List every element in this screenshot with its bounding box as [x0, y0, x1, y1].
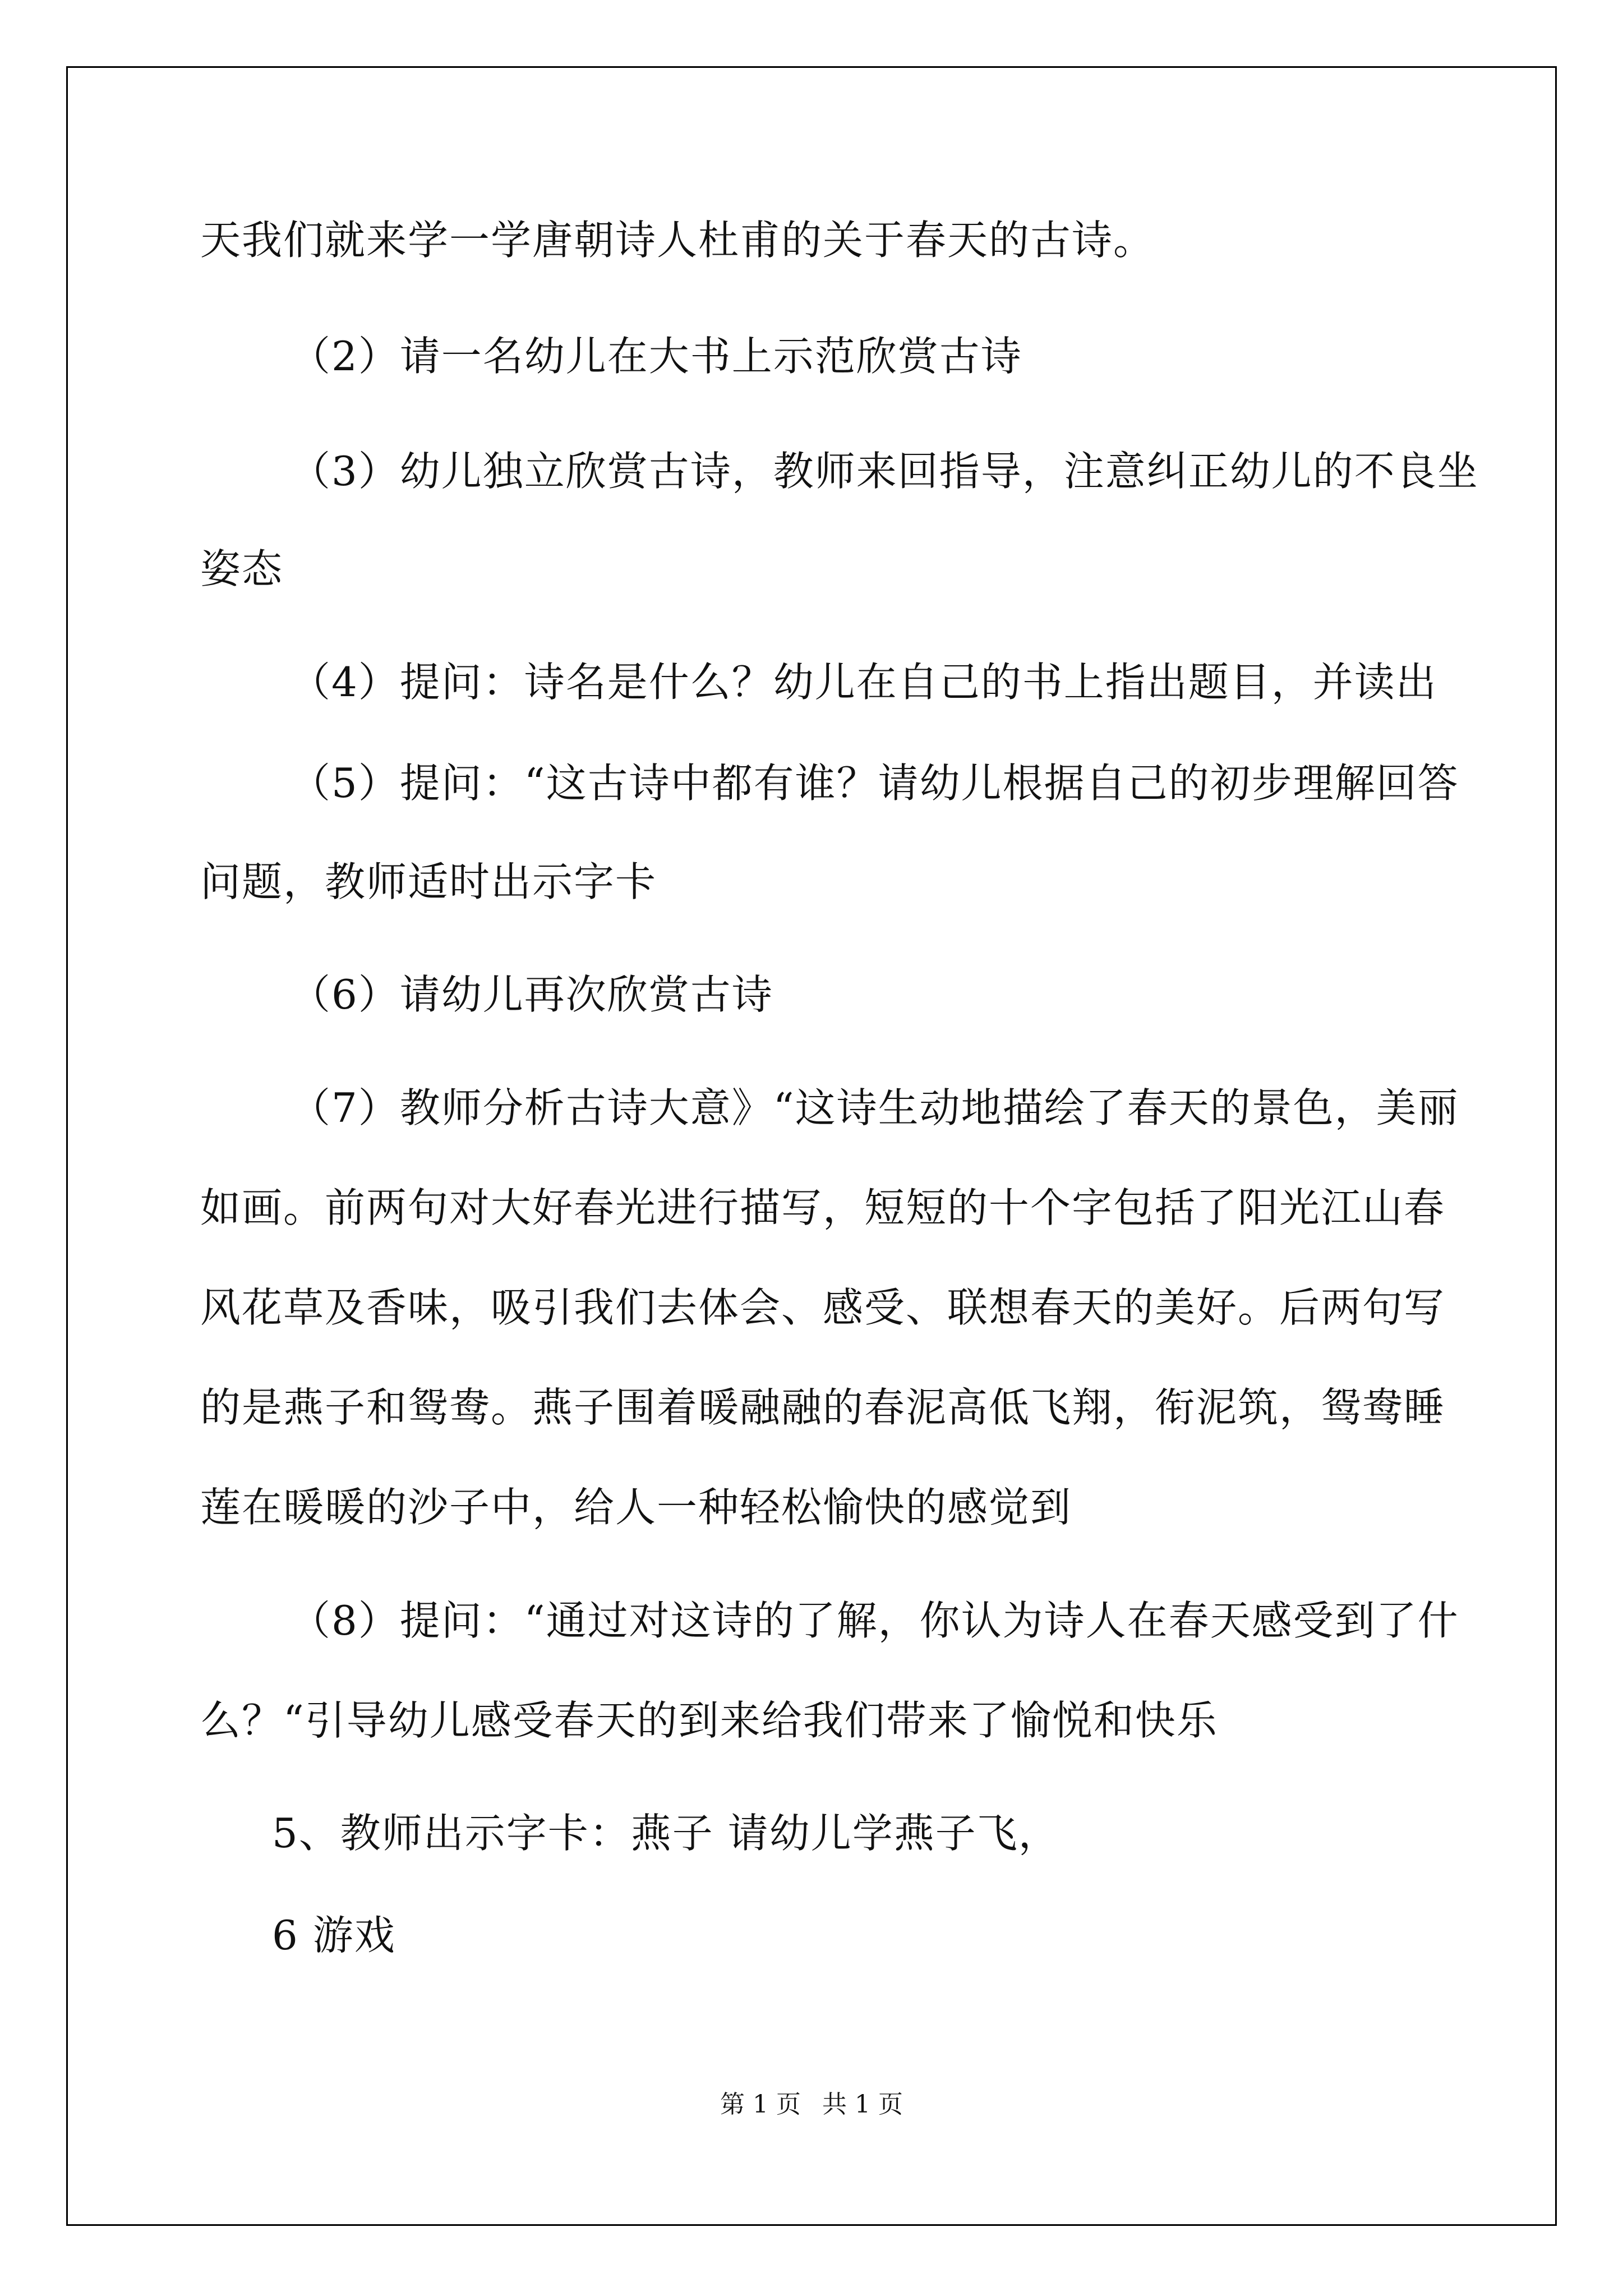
text-line: 风花草及香味，吸引我们去体会、感受、联想春天的美好。后两句写 [200, 1284, 1446, 1331]
text-line: （7）教师分析古诗大意》“这诗生动地描绘了春天的景色，美丽 [290, 1084, 1459, 1131]
text-line: 如画。前两句对大好春光进行描写，短短的十个字包括了阳光江山春 [200, 1184, 1446, 1231]
text-line: （3）幼儿独立欣赏古诗，教师来回指导，注意纠正幼儿的不良坐 [290, 448, 1479, 495]
text-line: 的是燕子和鸳鸯。燕子围着暖融融的春泥高低飞翔，衔泥筑，鸳鸯睡 [200, 1384, 1446, 1431]
text-line: （2）请一名幼儿在大书上示范欣赏古诗 [290, 333, 1022, 380]
text-line: 5、教师出示字卡：燕子 请幼儿学燕子飞， [272, 1810, 1060, 1857]
page-frame [66, 66, 1557, 2226]
text-line: 6 游戏 [272, 1912, 396, 1959]
text-line: （8）提问：“通过对这诗的了解，你认为诗人在春天感受到了什 [290, 1597, 1459, 1644]
text-line: （5）提问：“这古诗中都有谁？请幼儿根据自己的初步理解回答 [290, 760, 1459, 807]
text-line: （6）请幼儿再次欣赏古诗 [290, 971, 773, 1018]
text-line: 天我们就来学一学唐朝诗人杜甫的关于春天的古诗。 [200, 217, 1155, 264]
text-line: 莲在暖暖的沙子中，给人一种轻松愉快的感觉到 [200, 1484, 1072, 1531]
page-total: 共 1 页 [822, 2090, 903, 2119]
text-line: 姿态 [200, 545, 284, 592]
text-line: 问题，教师适时出示字卡 [200, 858, 657, 905]
text-line: 么？“引导幼儿感受春天的到来给我们带来了愉悦和快乐 [200, 1697, 1218, 1744]
text-line: （4）提问：诗名是什么？幼儿在自己的书上指出题目，并读出 [290, 659, 1437, 706]
page-number: 第 1 页 [720, 2090, 801, 2119]
page-footer [0, 2088, 1623, 2122]
